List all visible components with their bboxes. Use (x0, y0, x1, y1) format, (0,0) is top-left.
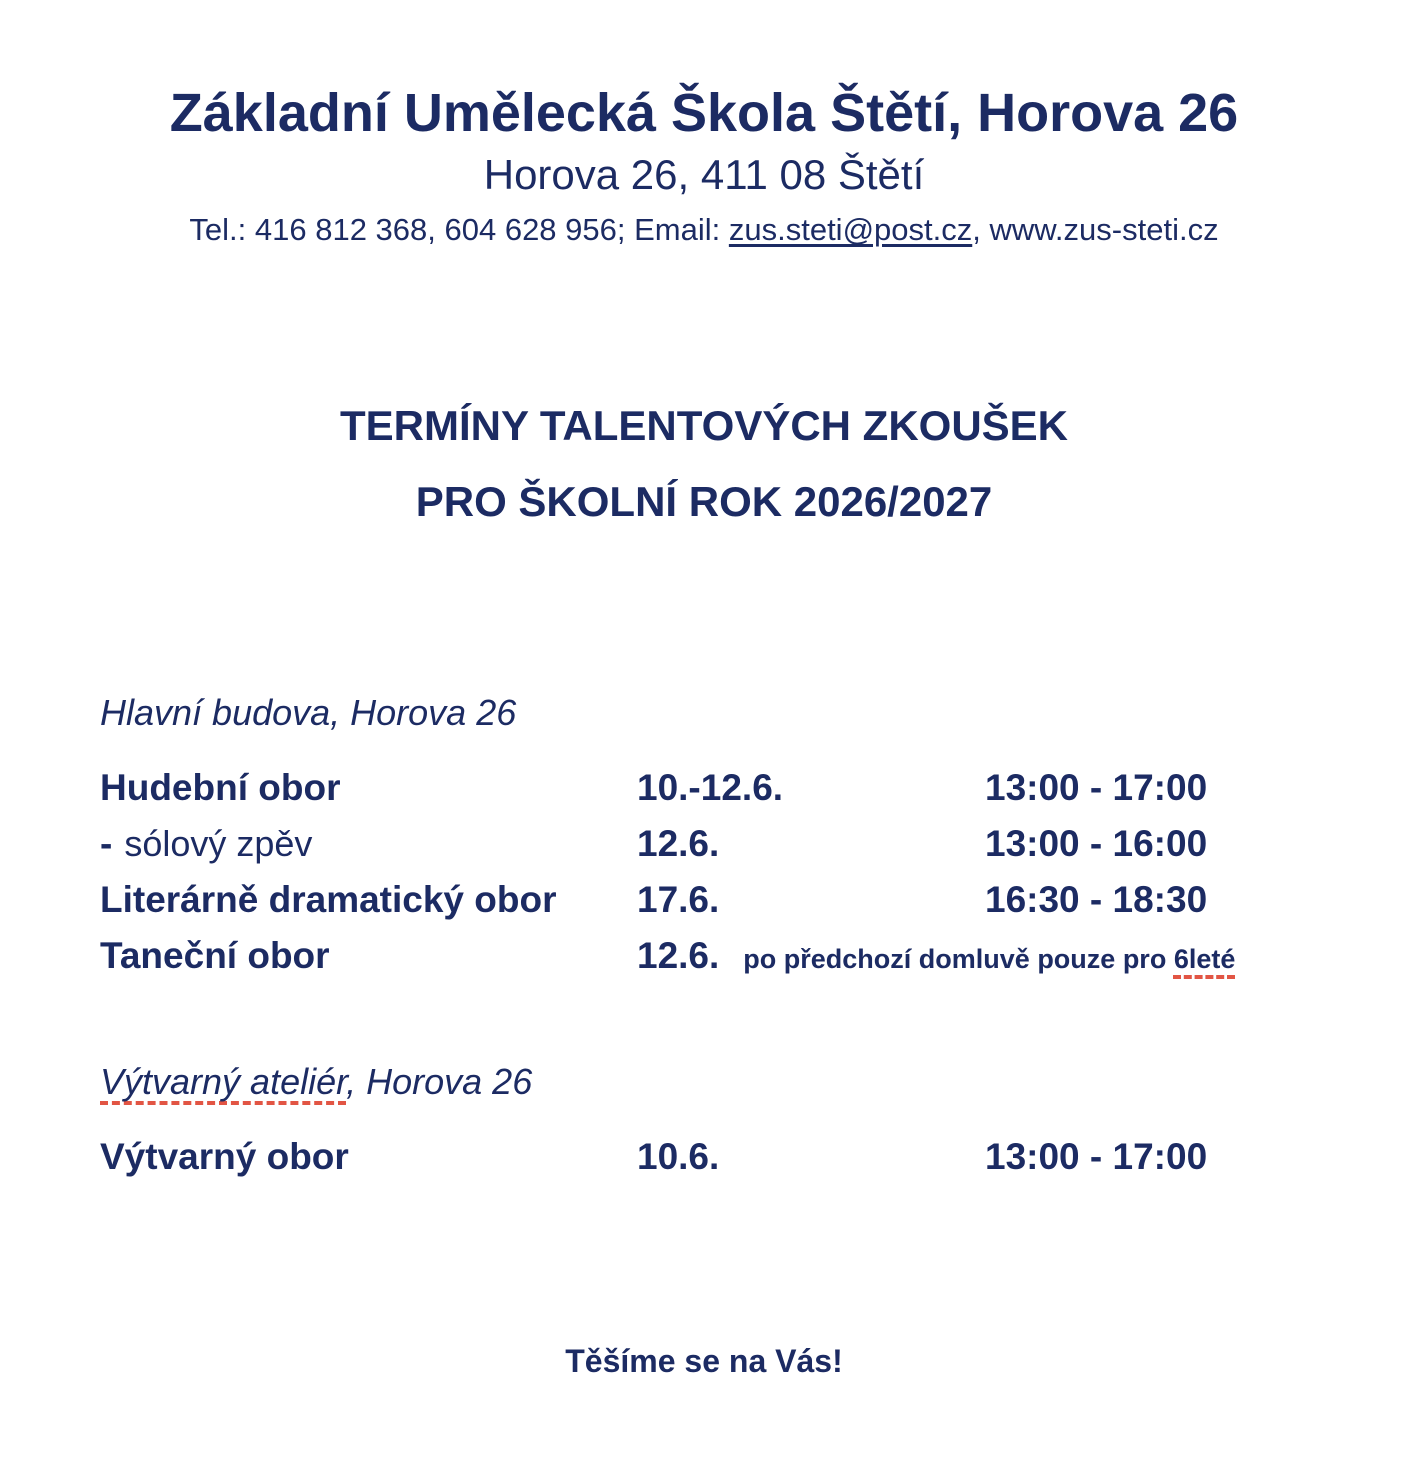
row-date: 10.6. (637, 1135, 720, 1177)
section-location-rest: , Horova 26 (346, 1060, 533, 1102)
contact-phone-text: Tel.: 416 812 368, 604 628 956; Email: (189, 212, 729, 248)
schedule-row-vytvarny-obor (100, 1129, 1308, 1185)
school-name: Základní Umělecká Škola Štětí, Horova 26 (169, 83, 1239, 143)
document-footer (0, 1341, 1408, 1383)
schedule-rows-main-building (100, 760, 1308, 984)
document-title (0, 401, 1408, 528)
row-note-text: po předchozí domluvě pouze pro (743, 943, 1174, 974)
row-date: 10.-12.6. (637, 766, 784, 808)
row-time: 13:00 - 17:00 (985, 1135, 1208, 1177)
row-date: 17.6. (637, 878, 720, 920)
schedule (100, 691, 1308, 1185)
row-date-with-note (637, 928, 1308, 987)
row-name: Hudební obor (100, 766, 341, 808)
section-location-art-studio (100, 1060, 1308, 1103)
email-link[interactable]: zus.steti@post.cz (728, 212, 973, 248)
row-name (100, 816, 637, 872)
row-name: Literárně dramatický obor (100, 878, 557, 920)
row-name-text: sólový zpěv (124, 822, 313, 864)
schedule-row-tanecni-obor (100, 928, 1308, 984)
schedule-row-solovy-zpev (100, 816, 1308, 872)
row-time: 16:30 - 18:30 (985, 878, 1208, 920)
row-date: 12.6. (637, 934, 720, 976)
document-title-line2: PRO ŠKOLNÍ ROK 2026/2027 (415, 478, 993, 526)
footer-message: Těšíme se na Vás! (565, 1342, 843, 1379)
row-name: Taneční obor (100, 934, 330, 976)
schedule-rows-art-studio (100, 1129, 1308, 1185)
document-header (0, 0, 1408, 251)
contact-website-text: , www.zus-steti.cz (972, 212, 1219, 248)
row-note (743, 944, 1235, 974)
schedule-row-literarne-dramaticky-obor (100, 872, 1308, 928)
contact-line (0, 210, 1408, 250)
row-note-misspelled-word: 6leté (1173, 943, 1236, 974)
row-name-dash: - (100, 822, 113, 864)
row-time: 13:00 - 17:00 (985, 766, 1208, 808)
row-name: Výtvarný obor (100, 1135, 349, 1177)
section-location-misspelled-part: Výtvarný ateliér (100, 1060, 347, 1102)
section-location-main-building: Hlavní budova, Horova 26 (100, 691, 517, 733)
schedule-row-hudebni-obor (100, 760, 1308, 816)
row-time: 13:00 - 16:00 (985, 822, 1208, 864)
school-address: Horova 26, 411 08 Štětí (483, 151, 925, 199)
row-date: 12.6. (637, 822, 720, 864)
document-title-line1: TERMÍNY TALENTOVÝCH ZKOUŠEK (339, 401, 1069, 449)
